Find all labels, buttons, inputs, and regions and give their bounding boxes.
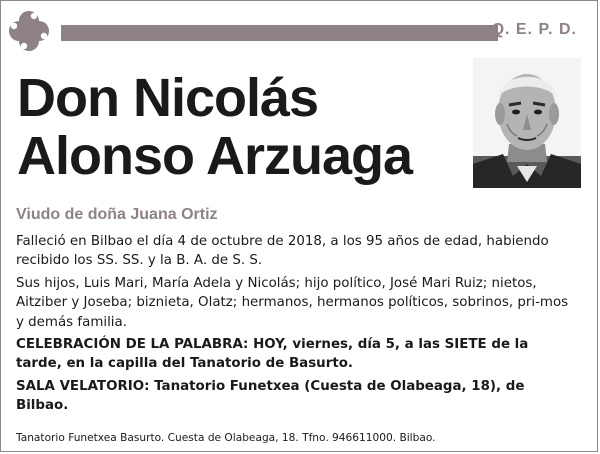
qepd-label: Q. E. P. D. — [491, 21, 577, 38]
deceased-name-line-1: Don Nicolás — [17, 68, 319, 128]
portrait-photo — [473, 58, 581, 188]
death-announcement: Falleció en Bilbao el día 4 de octubre de 2018, a los 95 años de edad, habiendo recibido los SS. SS. y la B. A. de S. S. — [16, 234, 549, 269]
deceased-name-line-2: Alonso Arzuaga — [17, 126, 413, 186]
spouse-subtitle: Viudo de doña Juana Ortiz — [16, 206, 218, 223]
header-bar — [61, 25, 498, 41]
obituary-body — [16, 232, 576, 419]
lauburu-cross-icon — [5, 7, 53, 55]
funeral-home-footer: Tanatorio Funetxea Basurto. Cuesta de Olabeaga, 18. Tfno. 946611000. Bilbao. — [16, 432, 436, 444]
family-list: Sus hijos, Luis Mari, María Adela y Nicolás; hijo político, José Mari Ruiz; nietos, Aitziber y Joseba; biznieta, Olatz; hermanos, hermanos políticos, sobrinos, pri-mos y demás familia. — [16, 275, 569, 330]
wake-room-info: SALA VELATORIO: Tanatorio Funetxea (Cuesta de Olabeaga, 18), de Bilbao. — [16, 378, 525, 414]
ceremony-info: CELEBRACIÓN DE LA PALABRA: HOY, viernes, día 5, a las SIETE de la tarde, en la capilla del Tanatorio de Basurto. — [16, 337, 529, 372]
